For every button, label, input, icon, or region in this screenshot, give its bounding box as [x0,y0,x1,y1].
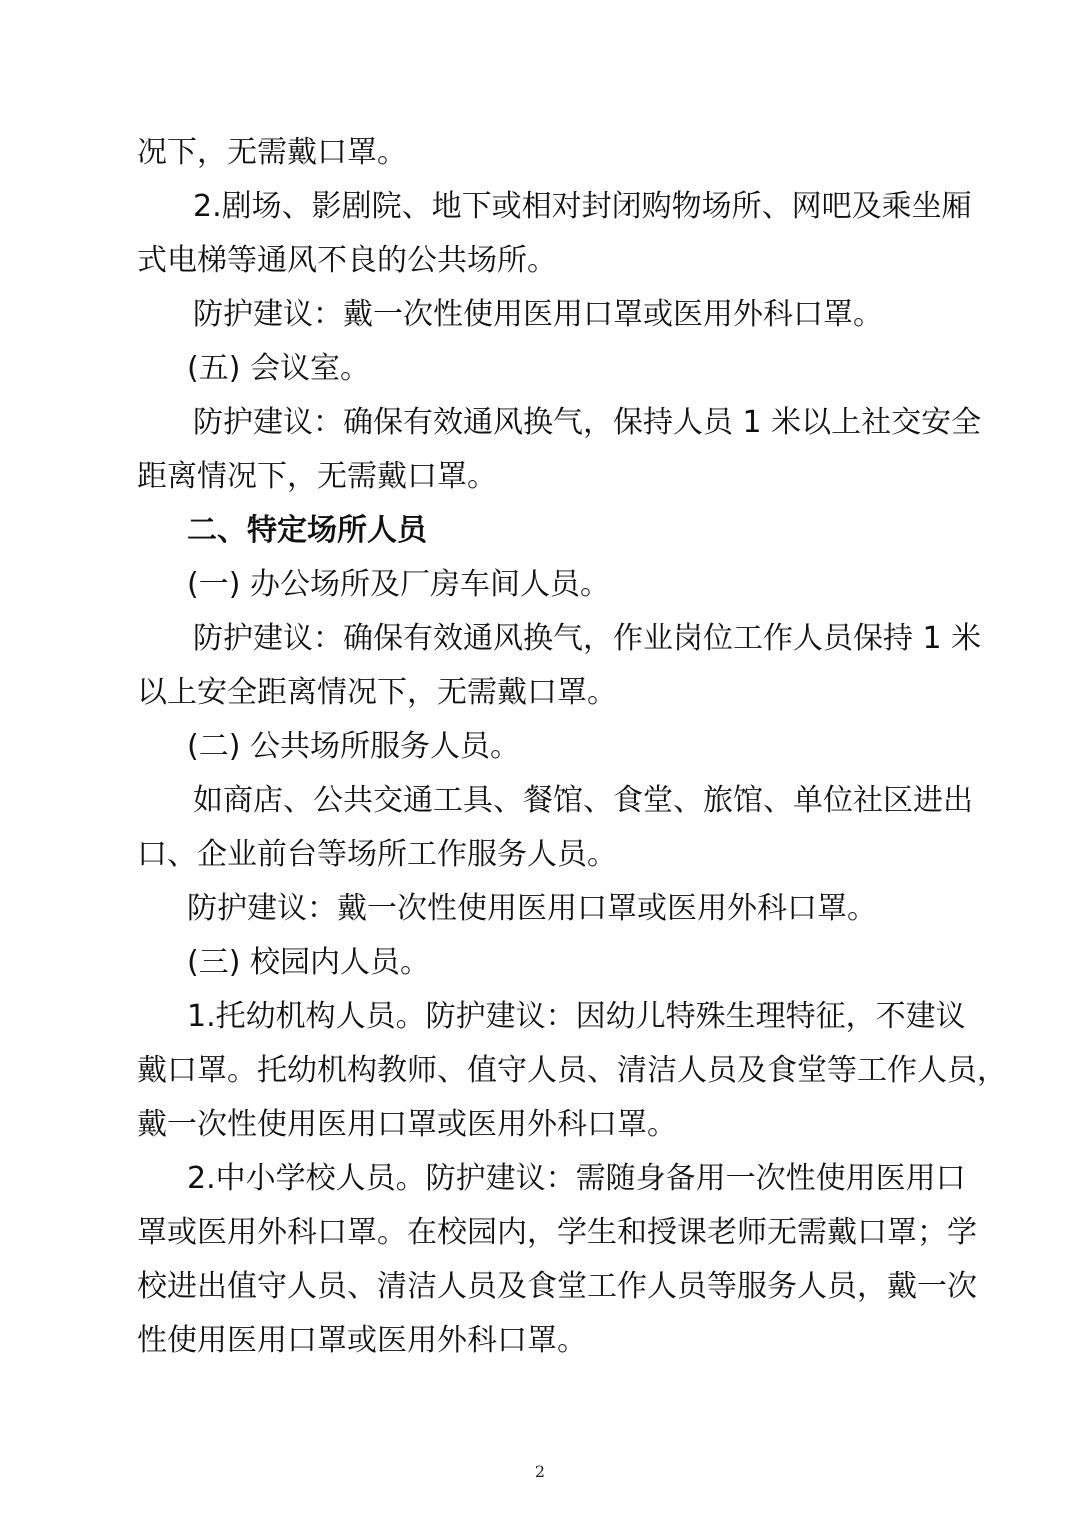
text-line: 防护建议：戴一次性使用医用口罩或医用外科口罩。 [193,297,883,332]
text-line: 戴口罩。托幼机构教师、值守人员、清洁人员及食堂等工作人员， [137,1053,1007,1088]
text-line: (三) 校园内人员。 [187,945,430,980]
page-number: 2 [534,1462,546,1481]
text-line: 2.中小学校人员。防护建议：需随身备用一次性使用医用口 [187,1161,966,1196]
section-heading: 二、特定场所人员 [187,513,427,548]
text-line: 1.托幼机构人员。防护建议：因幼儿特殊生理特征，不建议 [187,999,966,1034]
text-line: 防护建议：确保有效通风换气，作业岗位工作人员保持 1 米 [193,621,982,656]
text-line: 罩或医用外科口罩。在校园内，学生和授课老师无需戴口罩；学 [137,1215,977,1250]
text-line: 防护建议：确保有效通风换气，保持人员 1 米以上社交安全 [193,405,982,440]
text-line: 性使用医用口罩或医用外科口罩。 [137,1323,587,1358]
text-line: 2.剧场、影剧院、地下或相对封闭购物场所、网吧及乘坐厢 [193,189,972,224]
text-line: 口、企业前台等场所工作服务人员。 [137,837,617,872]
text-line: 距离情况下，无需戴口罩。 [137,459,497,494]
text-line: 戴一次性使用医用口罩或医用外科口罩。 [137,1107,677,1142]
text-line: 如商店、公共交通工具、餐馆、食堂、旅馆、单位社区进出 [193,783,973,818]
text-line: 防护建议：戴一次性使用医用口罩或医用外科口罩。 [187,891,877,926]
text-line: (一) 办公场所及厂房车间人员。 [187,567,610,602]
text-line: 式电梯等通风不良的公共场所。 [137,243,557,278]
text-line: 以上安全距离情况下，无需戴口罩。 [137,675,617,710]
text-line: (五) 会议室。 [187,351,370,386]
text-line: 况下，无需戴口罩。 [137,135,407,170]
text-line: (二) 公共场所服务人员。 [187,729,520,764]
text-line: 校进出值守人员、清洁人员及食堂工作人员等服务人员，戴一次 [137,1269,977,1304]
